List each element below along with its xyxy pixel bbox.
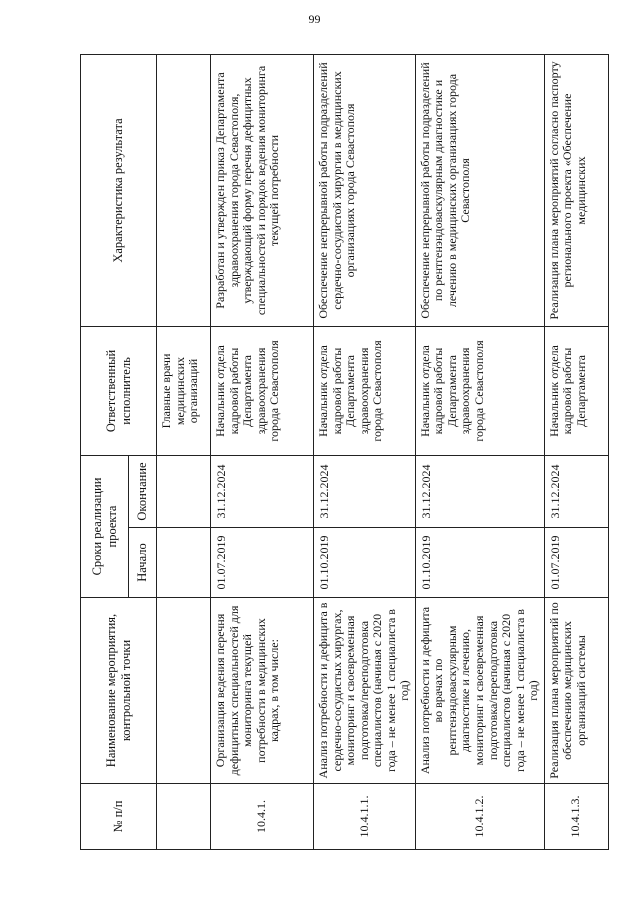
table-cell-num: 10.4.1.: [211, 784, 314, 850]
table-cell-name: Организация ведения перечня дефицитных специальностей для мониторинга текущей потребности в медицинских кадрах, в том числе:: [211, 598, 314, 784]
table-cell: [157, 456, 211, 528]
table-row: [314, 55, 416, 850]
table-cell-result: Разработан и утвержден приказ Департамента здравоохранения города Севастополя, утверждающий форму перечня дефицитных специальностей и порядок ведения мониторинга текущей потребности: [211, 55, 314, 327]
table-cell-result: Реализация плана мероприятий согласно паспорту регионального проекта «Обеспечение медицинских: [544, 55, 608, 327]
header-end: Окончание: [129, 456, 157, 528]
table-row: [157, 55, 211, 850]
table-cell-end: 31.12.2024: [314, 456, 416, 528]
table-cell-executor: Начальник отдела кадровой работы Департамента здравоохранения города Севастополя: [415, 327, 544, 456]
table-cell-result: Обеспечение непрерывной работы подразделений сердечно-сосудистой хирургии в медицинских организациях города Севастополя: [314, 55, 416, 327]
table-row: [415, 55, 544, 850]
measures-table: [80, 54, 609, 850]
header-executor: Ответственный исполнитель: [81, 327, 157, 456]
table-cell-end: 31.12.2024: [544, 456, 608, 528]
table-cell: [157, 55, 211, 327]
table-cell-num: 10.4.1.1.: [314, 784, 416, 850]
header-name: Наименование мероприятия, контрольной точки: [81, 598, 157, 784]
table-cell-executor: Начальник отдела кадровой работы Департамента здравоохранения города Севастополя: [314, 327, 416, 456]
table-cell: [157, 598, 211, 784]
table-row: [544, 55, 608, 850]
rotated-table-sheet: [80, 55, 588, 850]
header-period: Сроки реализации проекта: [81, 456, 129, 598]
header-start: Начало: [129, 528, 157, 598]
table-cell-num: 10.4.1.3.: [544, 784, 608, 850]
header-num: № п/п: [81, 784, 157, 850]
table-header-row: [81, 55, 129, 850]
table-cell-result: Обеспечение непрерывной работы подразделений по рентгенэндоваскулярным диагностике и лечению в медицинских организациях города Севастополя: [415, 55, 544, 327]
table-cell-num: 10.4.1.2.: [415, 784, 544, 850]
table-cell-executor: Начальник отдела кадровой работы Департамента: [544, 327, 608, 456]
table-cell-start: 01.10.2019: [415, 528, 544, 598]
table-cell-name: Анализ потребности и дефицита во врачах по рентгенэндоваскулярным диагностике и лечению, мониторинг и своевременная подготовка/переподготовка специалистов (начиная с 2020 года – не менее 1 специалиста в год): [415, 598, 544, 784]
page-number: 99: [308, 12, 321, 26]
table-cell: [157, 528, 211, 598]
header-result: Характеристика результата: [81, 55, 157, 327]
table-cell-start: 01.07.2019: [211, 528, 314, 598]
table-cell-start: 01.07.2019: [544, 528, 608, 598]
table-cell-end: 31.12.2024: [211, 456, 314, 528]
table-row: [211, 55, 314, 850]
table-cell-executor: Главные врачи медицинских организаций: [157, 327, 211, 456]
table-cell-end: 31.12.2024: [415, 456, 544, 528]
table-cell-executor: Начальник отдела кадровой работы Департамента здравоохранения города Севастополя: [211, 327, 314, 456]
table-cell: [157, 784, 211, 850]
table-cell-name: Реализация плана мероприятий по обеспечению медицинских организаций системы: [544, 598, 608, 784]
table-cell-name: Анализ потребности и дефицита в сердечно-сосудистых хирургах, мониторинг и своевременная подготовка/переподготовка специалистов (начиная с 2020 года – не менее 1 специалиста в год): [314, 598, 416, 784]
table-cell-start: 01.10.2019: [314, 528, 416, 598]
